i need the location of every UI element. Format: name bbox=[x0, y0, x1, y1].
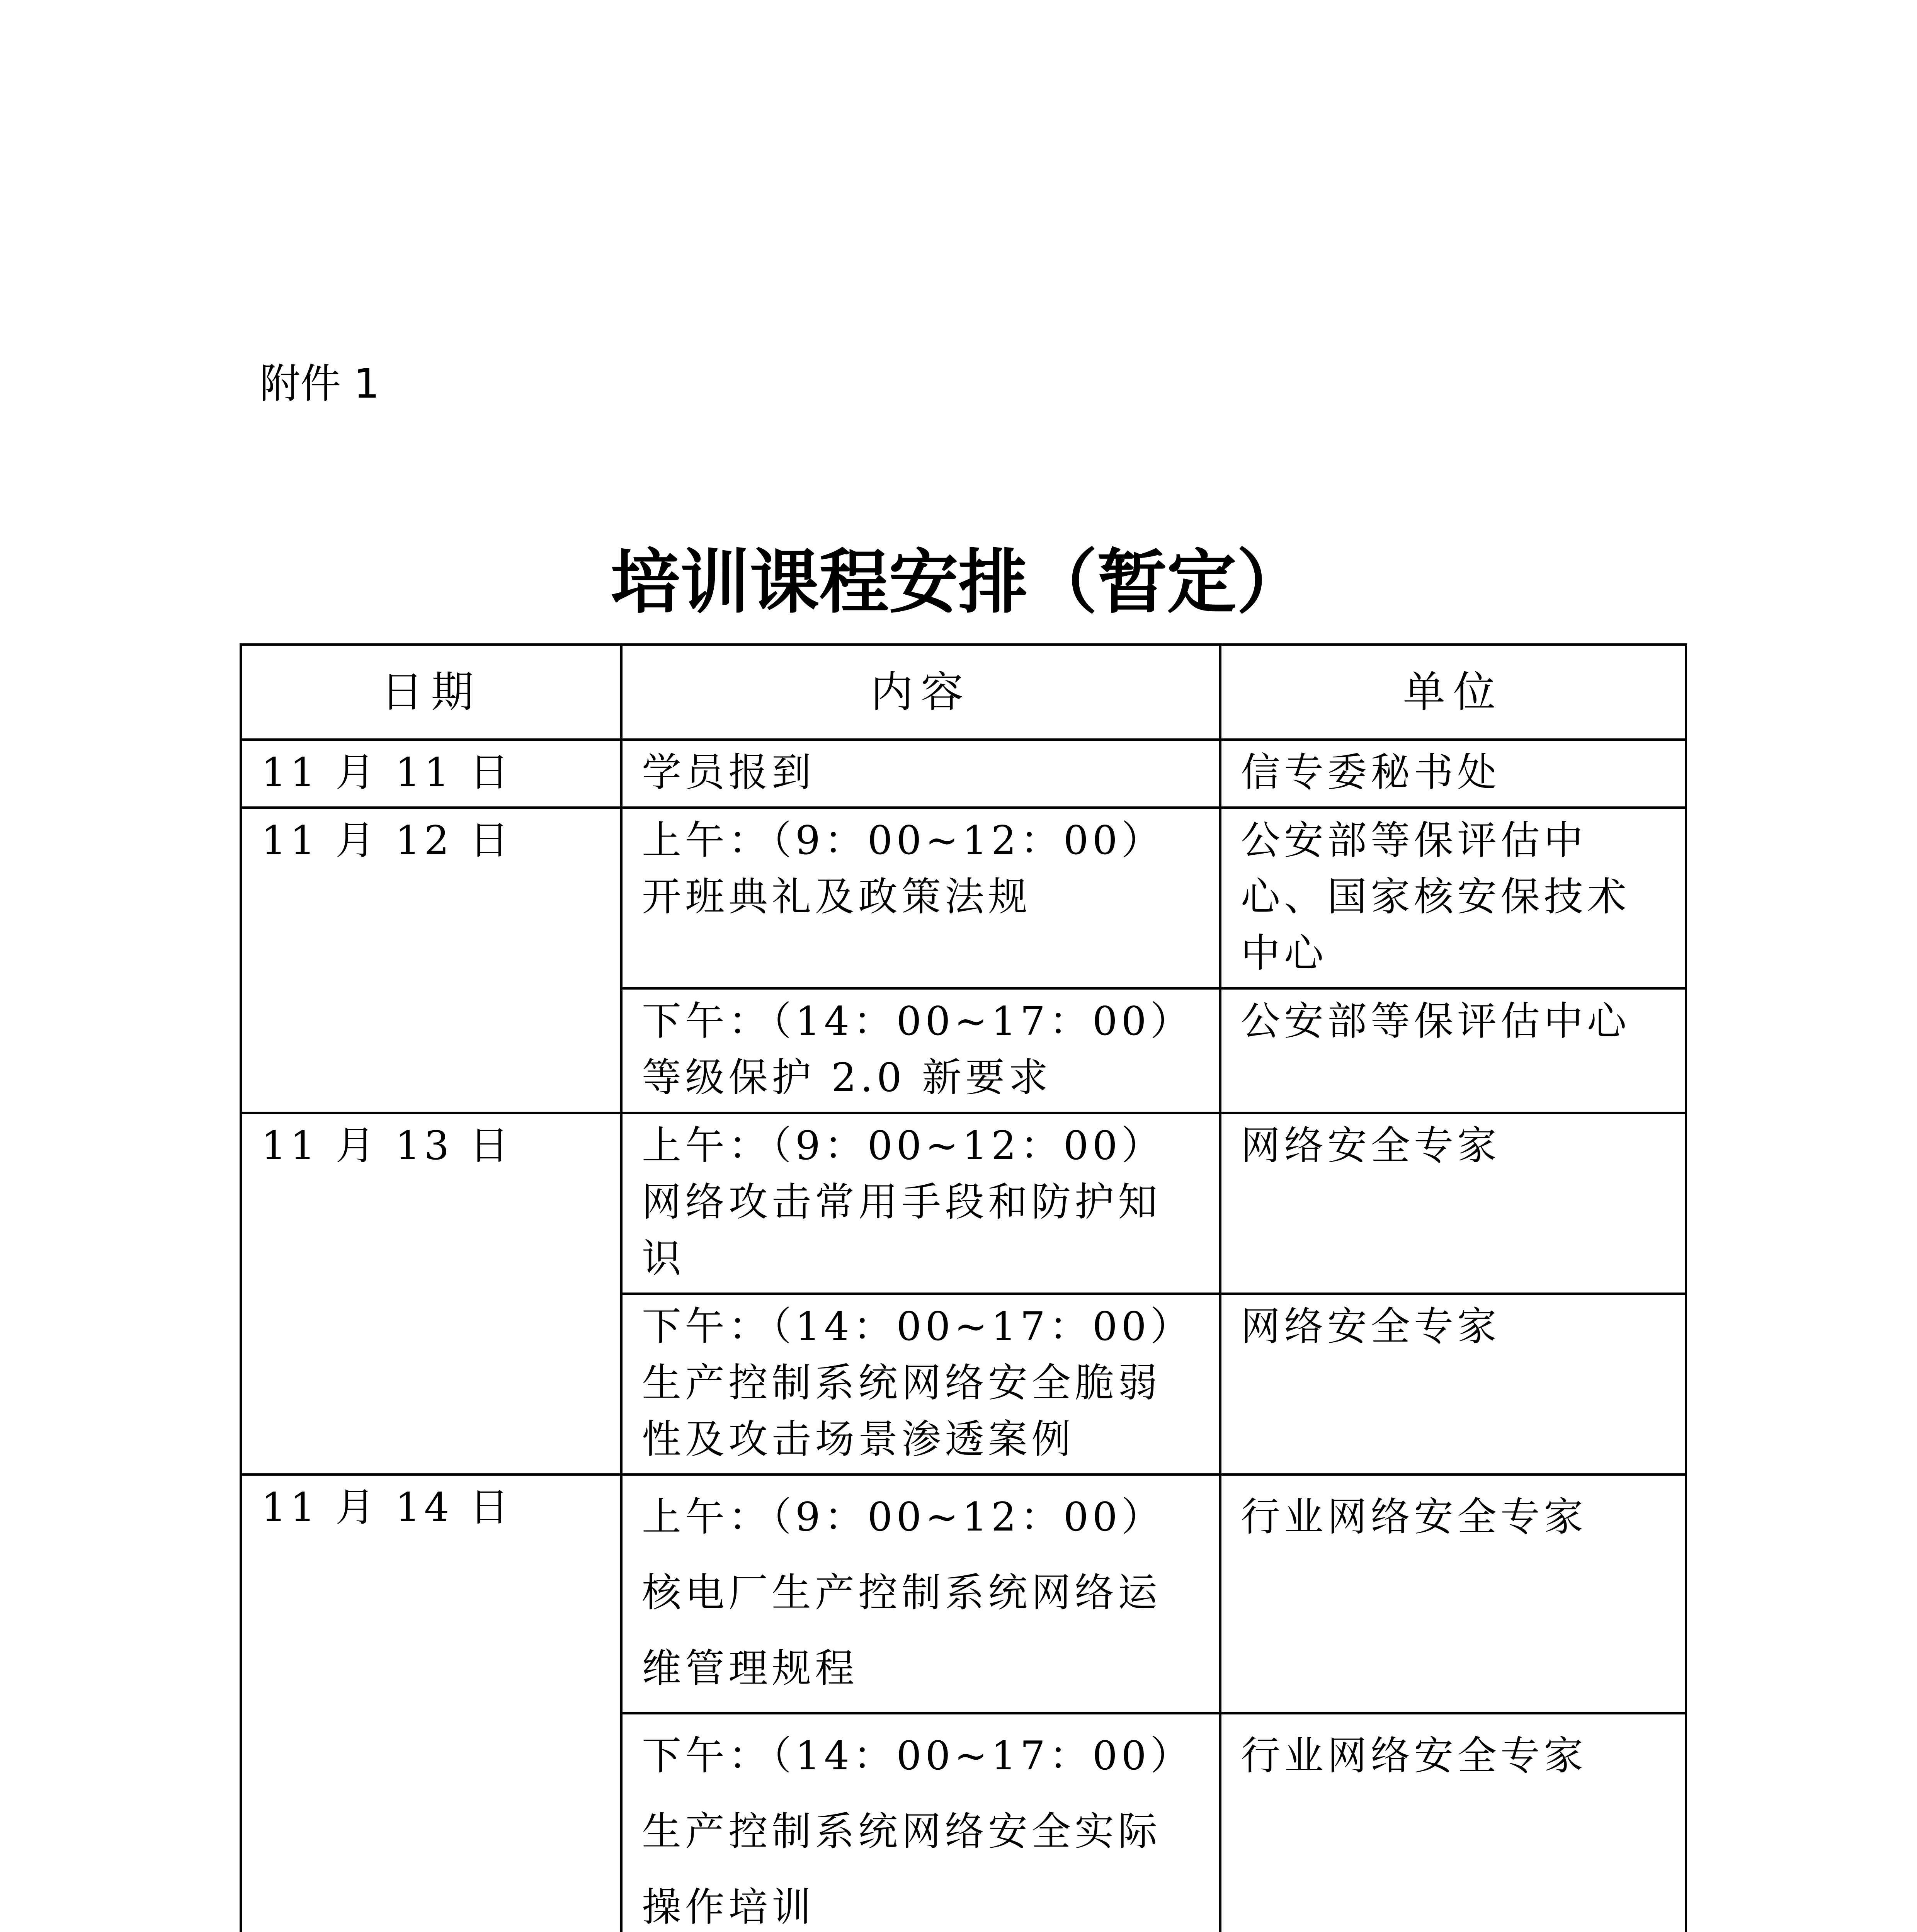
header-date: 日期 bbox=[241, 645, 621, 740]
content-line: 维管理规程 bbox=[642, 1646, 858, 1692]
content-cell bbox=[621, 1113, 1220, 1294]
content-line: 上午：（9：00~12：00） bbox=[642, 1494, 1165, 1540]
unit-cell bbox=[1220, 808, 1686, 988]
content-line: 性及攻击场景渗透案例 bbox=[642, 1417, 1075, 1463]
table-row bbox=[241, 1113, 1686, 1294]
content-line: 下午：（14：00~17：00） bbox=[642, 998, 1194, 1044]
attachment-label: 附件 1 bbox=[260, 360, 380, 407]
content-cell bbox=[621, 808, 1220, 988]
unit-line: 公安部等保评估中 bbox=[1241, 818, 1587, 864]
date-cell: 11 月 11 日 bbox=[241, 740, 621, 808]
date-cell: 11 月 14 日 bbox=[241, 1475, 621, 1932]
unit-cell bbox=[1220, 1475, 1686, 1713]
content-cell bbox=[621, 1475, 1220, 1713]
table-row bbox=[241, 740, 1686, 808]
content-line: 等级保护 2.0 新要求 bbox=[642, 1055, 1052, 1101]
unit-line: 网络安全专家 bbox=[1241, 1123, 1500, 1169]
content-cell bbox=[621, 988, 1220, 1113]
unit-line: 行业网络安全专家 bbox=[1241, 1494, 1587, 1540]
content-line: 核电厂生产控制系统网络运 bbox=[642, 1570, 1161, 1616]
content-line: 下午：（14：00~17：00） bbox=[642, 1733, 1194, 1779]
unit-line: 信专委秘书处 bbox=[1241, 750, 1500, 796]
date-cell: 11 月 13 日 bbox=[241, 1113, 621, 1475]
content-line: 操作培训 bbox=[642, 1884, 815, 1930]
unit-cell bbox=[1220, 1713, 1686, 1932]
content-line: 生产控制系统网络安全实际 bbox=[642, 1809, 1161, 1855]
content-line: 开班典礼及政策法规 bbox=[642, 874, 1031, 920]
content-line: 上午：（9：00~12：00） bbox=[642, 818, 1165, 864]
header-unit: 单位 bbox=[1220, 645, 1686, 740]
content-line: 识 bbox=[642, 1236, 685, 1282]
content-cell bbox=[621, 1713, 1220, 1932]
content-line: 生产控制系统网络安全脆弱 bbox=[642, 1360, 1161, 1406]
date-cell: 11 月 12 日 bbox=[241, 808, 621, 1113]
schedule-table bbox=[240, 643, 1687, 1932]
content-cell bbox=[621, 1294, 1220, 1475]
content-cell bbox=[621, 740, 1220, 808]
unit-cell bbox=[1220, 1294, 1686, 1475]
document-title: 培训课程安排（暂定） bbox=[610, 542, 1306, 623]
unit-cell bbox=[1220, 740, 1686, 808]
content-line: 学员报到 bbox=[642, 750, 815, 796]
unit-cell bbox=[1220, 988, 1686, 1113]
content-line: 上午：（9：00~12：00） bbox=[642, 1123, 1165, 1169]
unit-line: 行业网络安全专家 bbox=[1241, 1733, 1587, 1779]
unit-line: 中心 bbox=[1241, 930, 1327, 976]
unit-line: 网络安全专家 bbox=[1241, 1304, 1500, 1350]
unit-line: 心、国家核安保技术 bbox=[1241, 874, 1630, 920]
content-line: 下午：（14：00~17：00） bbox=[642, 1304, 1194, 1350]
content-line: 网络攻击常用手段和防护知 bbox=[642, 1179, 1161, 1225]
unit-cell bbox=[1220, 1113, 1686, 1294]
unit-line: 公安部等保评估中心 bbox=[1241, 998, 1630, 1044]
table-header-row bbox=[241, 645, 1686, 740]
header-content: 内容 bbox=[621, 645, 1220, 740]
table-row bbox=[241, 808, 1686, 988]
table-row bbox=[241, 1475, 1686, 1713]
